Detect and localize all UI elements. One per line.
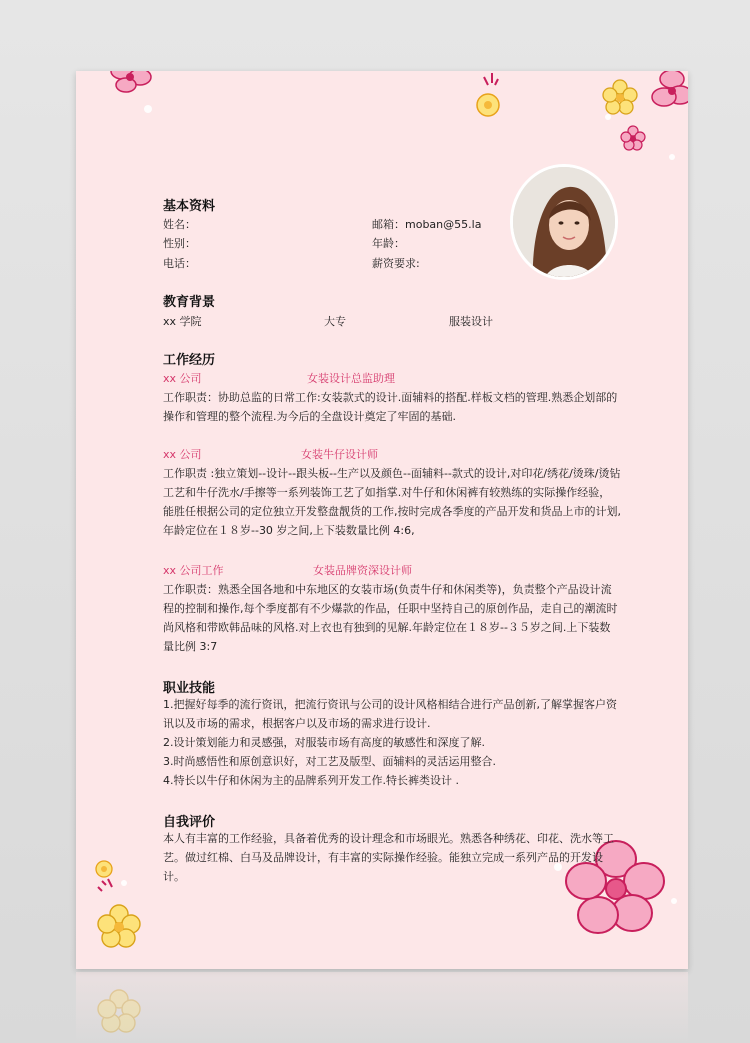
name-label: 姓名： [163,218,196,231]
section-title-self: 自我评价 [163,815,216,830]
profile-photo [510,164,618,280]
skill-item: 3.时尚感悟性和原创意识好，对工艺及版型、面辅料的灵活运用整合. [163,755,496,768]
self-evaluation-text: 本人有丰富的工作经验，具备着优秀的设计理念和市场眼光。熟悉各种绣花、印花、洗水等工艺。做过红棉、白马及品牌设计，有丰富的实际操作经验。能独立完成一系列产品的开发设计。 [163,832,614,883]
job-description: 工作职责 :独立策划--设计--跟头板--生产以及颜色--面辅料--款式的设计,对印花/绣花/烫珠/烫钻工艺和牛仔洗水/手擦等一系列装饰工艺了如指掌.对牛仔和休闲裤有较熟练的实际操作经验，能胜任根据公司的定位独立开发整盘靓货的工作,按时完成各季度的产品开发和货品上市的计划,年龄定位在１８岁--30 岁之间,上下装数量比例 4:6, [163,467,621,537]
section-title-skills: 职业技能 [163,681,216,696]
job-position: 女装牛仔设计师 [301,448,378,461]
section-title-basic: 基本资料 [163,199,216,214]
skill-item: 2.设计策划能力和灵感强，对服装市场有高度的敏感性和深度了解. [163,736,485,749]
yellow-flower-icon [96,988,142,1034]
major: 服装设计 [449,315,493,328]
job-company: xx 公司工作 [163,564,224,577]
skill-item: 4.特长以牛仔和休闲为主的品牌系列开发工作.特长裤类设计 . [163,774,459,787]
school-name: xx 学院 [163,315,202,328]
page-reflection [76,972,688,1043]
job-company: xx 公司 [163,448,202,461]
gender-label: 性别： [163,237,196,250]
email-label: 邮箱：moban@55.la [372,218,482,231]
job-description: 工作职责：协助总监的日常工作:女装款式的设计.面辅料的搭配.样板文档的管理.熟悉企划部的操作和管理的整个流程.为今后的全盘设计奠定了牢固的基础. [163,391,618,423]
job-position: 女装设计总监助理 [307,372,395,385]
section-title-work: 工作经历 [163,353,216,368]
skill-item: 1.把握好每季的流行资讯，把流行资讯与公司的设计风格相结合进行产品创新,了解掌握客户资讯以及市场的需求，根据客户以及市场的需求进行设计. [163,698,617,730]
section-title-education: 教育背景 [163,295,216,310]
degree: 大专 [324,315,346,328]
job-company: xx 公司 [163,372,202,385]
job-description: 工作职责：熟悉全国各地和中东地区的女装市场(负责牛仔和休闲类等)，负责整个产品设计流程的控制和操作,每个季度都有不少爆款的作品，任职中坚持自己的原创作品，走自己的潮流时尚风格和带欧韩品味的风格.对上衣也有独到的见解.年龄定位在１８岁--３５岁之间.上下装数量比例 3:7 [163,583,618,653]
salary-label: 薪资要求: [372,257,420,270]
age-label: 年龄： [372,237,405,250]
job-position: 女装品牌资深设计师 [313,564,412,577]
resume-page [76,71,688,969]
phone-label: 电话： [163,257,196,270]
